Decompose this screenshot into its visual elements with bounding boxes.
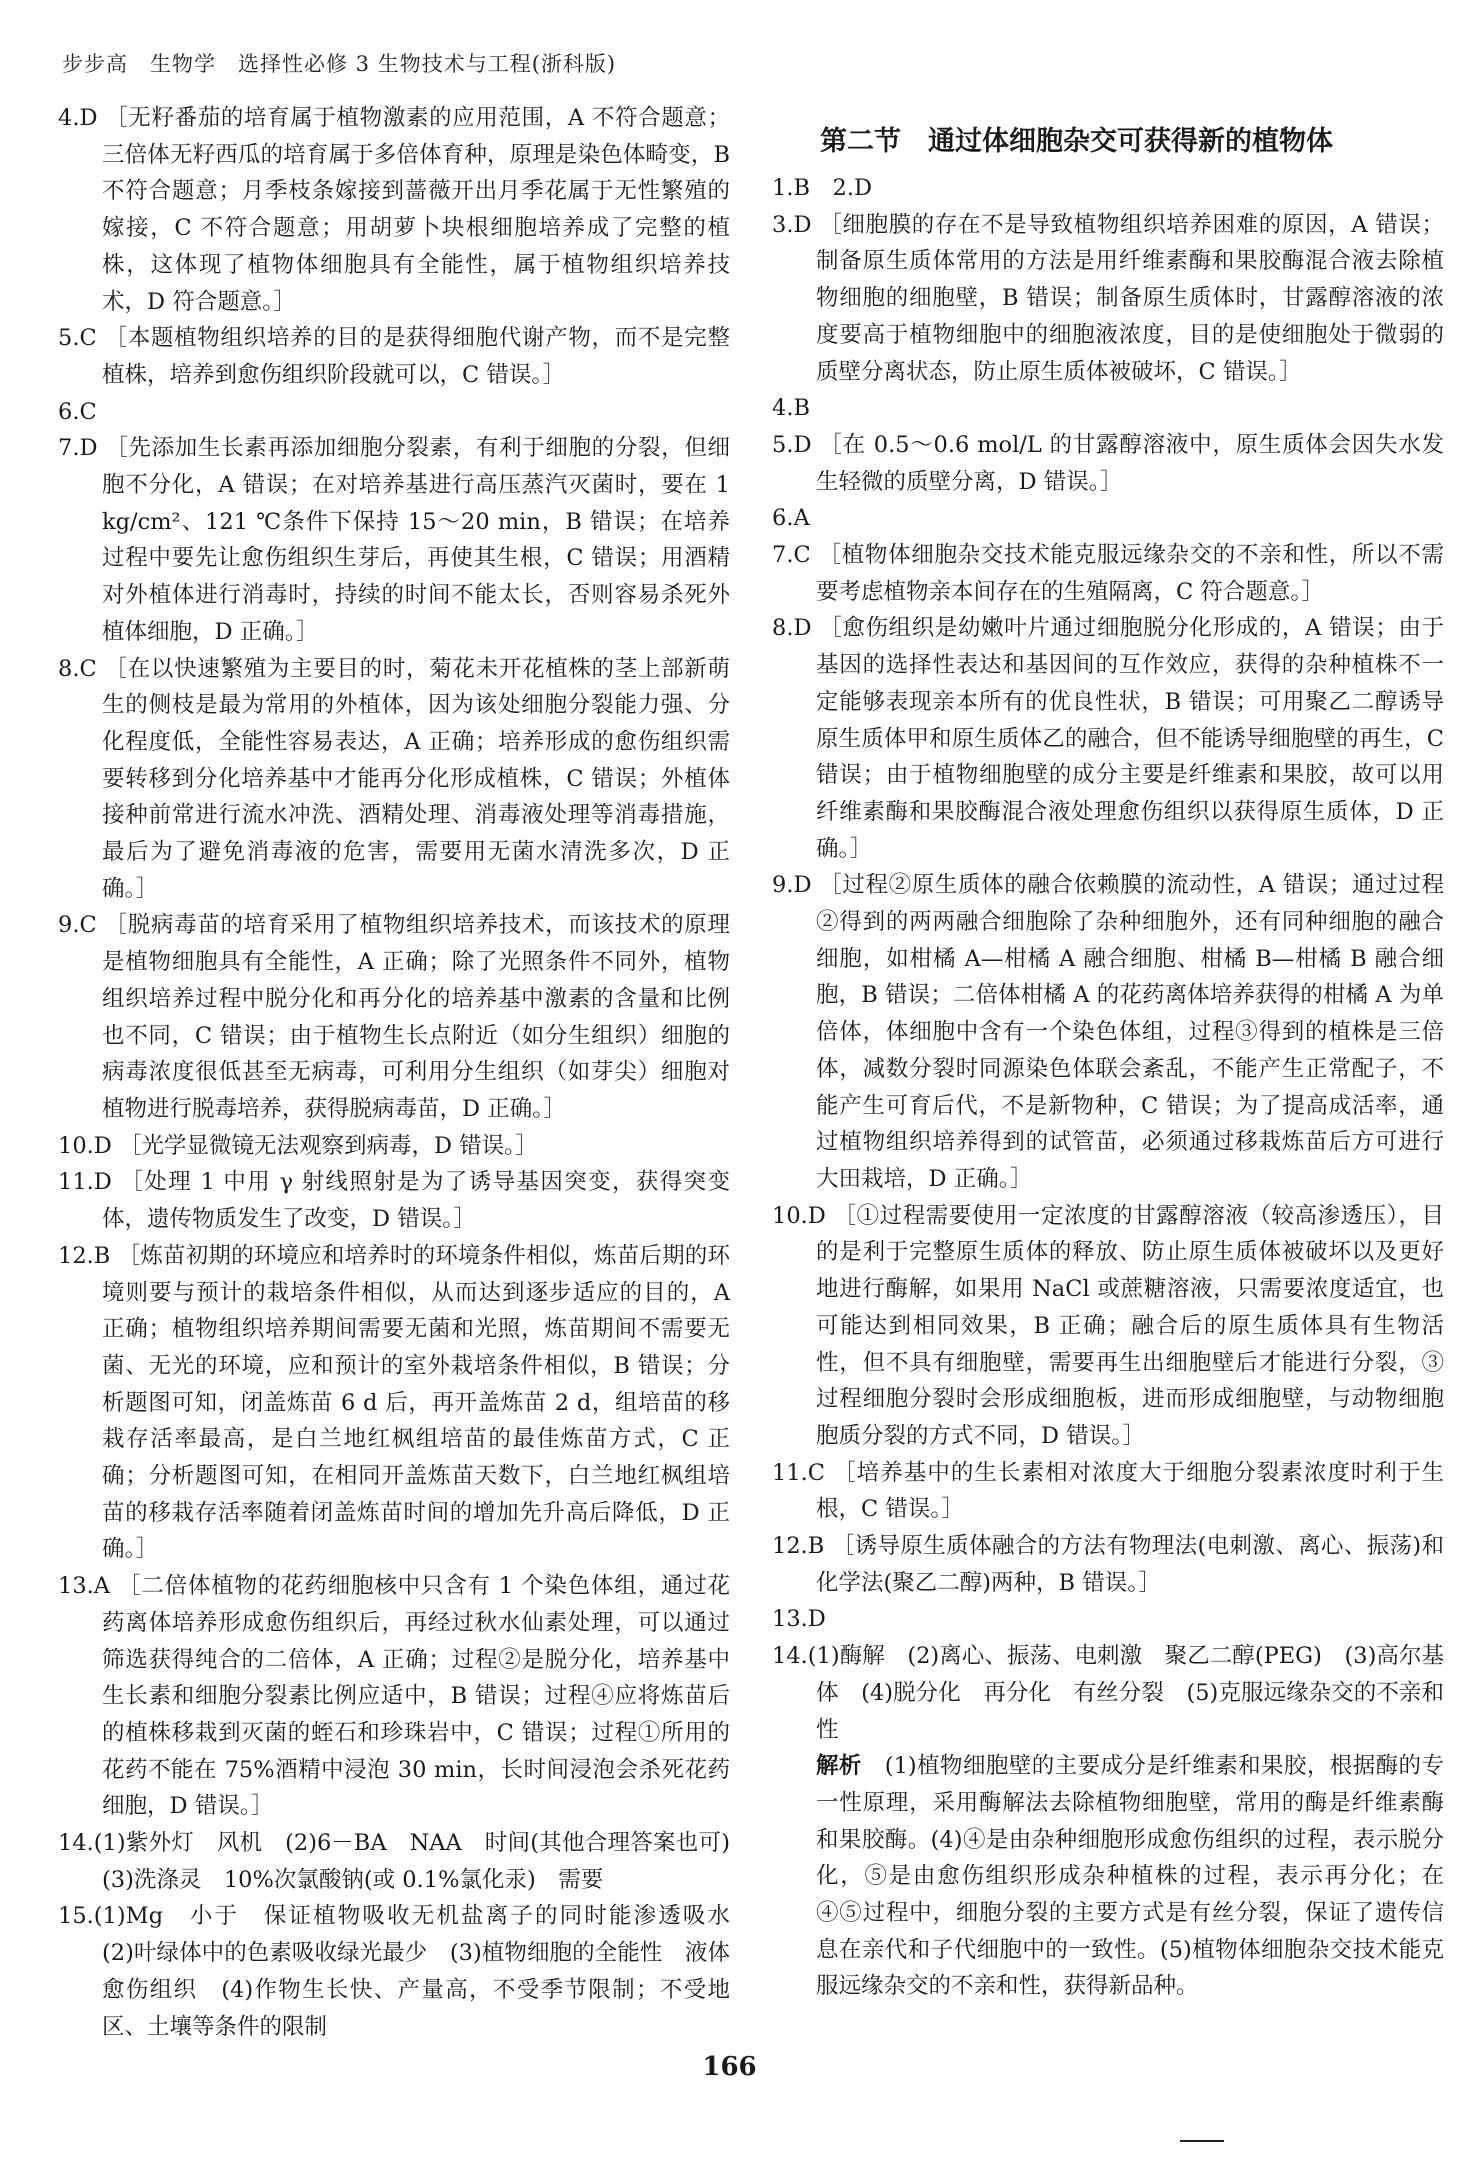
answer-item: 11.C ［培养基中的生长素相对浓度大于细胞分裂素浓度时利于生根，C 错误。］ bbox=[772, 1459, 1444, 1523]
answer-item: 4.D ［无籽番茄的培育属于植物激素的应用范围，A 不符合题意；三倍体无籽西瓜的培育属于多倍体育种，原理是染色体畸变，B 不符合题意；月季枝条嫁接到蔷薇开出月季花属于无性繁殖的嫁接，C 不符合题意；用胡萝卜块根细胞培养成了完整的植株，这体现了植物体细胞具有全能性，属于植物组织培养技术，D 符合题意。］ bbox=[58, 105, 730, 315]
answer-item: 15.(1)Mg 小于 保证植物吸收无机盐离子的同时能渗透吸水 (2)叶绿体中的色素吸收绿光最少 (3)植物细胞的全能性 液体 愈伤组织 (4)作物生长快、产量高，不受季节限制；不受地区、土壤等条件的限制 bbox=[58, 1903, 753, 2040]
answer-item: 12.B ［炼苗初期的环境应和培养时的环境条件相似，炼苗后期的环境则要与预计的栽培条件相似，从而达到逐步适应的目的，A 正确；植物组织培养期间需要无菌和光照，炼苗期间不需要无菌、无光的环境，应和预计的室外栽培条件相似，B 错误；分析题图可知，闭盖炼苗 6 d 后，再开盖炼苗 2 d，组培苗的移栽存活率最高，是白兰地红枫组培苗的最佳炼苗方式，C 正确；分析题图可知，在相同开盖炼苗天数下，白兰地红枫组培苗的移栽存活率随着闭盖炼苗时间的增加先升高后降低，D 正确。］ bbox=[58, 1242, 730, 1563]
answer-item: 9.D ［过程②原生质体的融合依赖膜的流动性，A 错误；通过过程②得到的两两融合细胞除了杂种细胞外，还有同种细胞的融合细胞，如柑橘 A—柑橘 A 融合细胞、柑橘 B—柑橘 B 融合细胞，B 错误；二倍体柑橘 A 的花药离体培养获得的柑橘 A 为单倍体，体细胞中含有一个染色体组，过程③得到的植株是三倍体，减数分裂时同源染色体联会紊乱，不能产生正常配子，不能产生可育后代，不是新物种，C 错误；为了提高成活率，通过植物组织培养得到的试管苗，必须通过移栽炼苗后方可进行大田栽培，D 正确。］ bbox=[772, 872, 1444, 1192]
answer-item: 7.C ［植物体细胞杂交技术能克服远缘杂交的不亲和性，所以不需要考虑植物亲本间存在的生殖隔离，C 符合题意。］ bbox=[772, 542, 1444, 605]
answer-item: 4.B bbox=[772, 395, 811, 422]
answer-item: 14.(1)酶解 (2)离心、振荡、电刺激 聚乙二醇(PEG) (3)高尔基体 (4)脱分化 再分化 有丝分裂 (5)克服远缘杂交的不亲和性 bbox=[772, 1643, 1444, 1743]
answer-item: 7.D ［先添加生长素再添加细胞分裂素，有利于细胞的分裂，但细胞不分化，A 错误；在对培养基进行高压蒸汽灭菌时，要在 1 kg/cm²、121 ℃条件下保持 15～20 min，B 错误；在培养过程中要先让愈伤组织生芽后，再使其生根，C 错误；用酒精对外植体进行消毒时，持续的时间不能太长，否则容易杀死外植体细胞，D 正确。］ bbox=[58, 435, 730, 645]
answer-item: 3.D ［细胞膜的存在不是导致植物组织培养困难的原因，A 错误；制备原生质体常用的方法是用纤维素酶和果胶酶混合液去除植物细胞的细胞壁，B 错误；制备原生质体时，甘露醇溶液的浓度要高于植物细胞中的细胞液浓度，目的是使细胞处于微弱的质壁分离状态，防止原生质体被破坏，C 错误。］ bbox=[772, 211, 1444, 385]
page-number: 166 bbox=[702, 2052, 757, 2082]
answer-item: 8.D ［愈伤组织是幼嫩叶片通过细胞脱分化形成的，A 错误；由于基因的选择性表达和基因间的互作效应，获得的杂种植株不一定能够表现亲本所有的优良性状，B 错误；可用聚乙二醇诱导原生质体甲和原生质体乙的融合，但不能诱导细胞壁的再生，C 错误；由于植物细胞壁的成分主要是纤维素和果胶，故可以用纤维素酶和果胶酶混合液处理愈伤组织以获得原生质体，D 正确。］ bbox=[772, 615, 1444, 862]
answer-item: 12.B ［诱导原生质体融合的方法有物理法(电刺激、离心、振荡)和化学法(聚乙二醇)两种，B 错误。］ bbox=[772, 1533, 1444, 1596]
answer-item: 6.C bbox=[58, 398, 97, 425]
analysis-label: 解析 bbox=[816, 1753, 862, 1780]
answer-item: 6.A bbox=[772, 505, 810, 532]
answer-item: 14.(1)紫外灯 风机 (2)6－BA NAA 时间(其他合理答案也可) (3)洗涤灵 10%次氯酸钠(或 0.1%氯化汞) 需要 bbox=[58, 1830, 753, 1893]
analysis-block bbox=[772, 1748, 1444, 2005]
answer-item: 10.D ［①过程需要使用一定浓度的甘露醇溶液（较高渗透压），目的是利于完整原生质体的释放、防止原生质体被破坏以及更好地进行酶解，如果用 NaCl 或蔗糖溶液，只需要浓度适宜，也可能达到相同效果，B 正确；融合后的原生质体具有生物活性，但不具有细胞壁，需要再生出细胞壁后才能进行分裂，③过程细胞分裂时会形成细胞板，进而形成细胞壁，与动物细胞胞质分裂的方式不同，D 错误。］ bbox=[772, 1202, 1444, 1449]
answer-item: 10.D ［光学显微镜无法观察到病毒，D 错误。］ bbox=[58, 1132, 538, 1159]
left-column bbox=[58, 100, 753, 2045]
section-title: 第二节 通过体细胞杂交可获得新的植物体 bbox=[820, 126, 1333, 157]
answer-item: 1.B 2.D bbox=[772, 175, 873, 201]
running-header: 步步高 生物学 选择性必修 3 生物技术与工程(浙科版) bbox=[62, 52, 617, 76]
footer-rule bbox=[1180, 2140, 1224, 2142]
right-column bbox=[772, 100, 1444, 2005]
answer-item: 11.D ［处理 1 中用 γ 射线照射是为了诱导基因突变，获得突变体，遗传物质发生了改变，D 错误。］ bbox=[58, 1169, 730, 1233]
answer-item: 5.D ［在 0.5～0.6 mol/L 的甘露醇溶液中，原生质体会因失水发生轻微的质壁分离，D 错误。］ bbox=[772, 431, 1444, 495]
analysis-text: (1)植物细胞壁的主要成分是纤维素和果胶，根据酶的专一性原理，采用酶解法去除植物细胞壁，常用的酶是纤维素酶和果胶酶。(4)④是由杂种细胞形成愈伤组织的过程，表示脱分化，⑤是由愈伤组织形成杂种植株的过程，表示再分化；在④⑤过程中，细胞分裂的主要方式是有丝分裂，保证了遗传信息在亲代和子代细胞中的一致性。(5)植物体细胞杂交技术能克服远缘杂交的不亲和性，获得新品种。 bbox=[816, 1753, 1444, 2000]
answer-item: 8.C ［在以快速繁殖为主要目的时，菊花未开花植株的茎上部新萌生的侧枝是最为常用的外植体，因为该处细胞分裂能力强、分化程度低，全能性容易表达，A 正确；培养形成的愈伤组织需要转移到分化培养基中才能再分化形成植株，C 错误；外植体接种前常进行流水冲洗、酒精处理、消毒液处理等消毒措施，最后为了避免消毒液的危害，需要用无菌水清洗多次，D 正确。］ bbox=[58, 655, 730, 902]
answer-item: 5.C ［本题植物组织培养的目的是获得细胞代谢产物，而不是完整植株，培养到愈伤组织阶段就可以，C 错误。］ bbox=[58, 325, 730, 388]
answer-item: 9.C ［脱病毒苗的培育采用了植物组织培养技术，而该技术的原理是植物细胞具有全能性，A 正确；除了光照条件不同外，植物组织培养过程中脱分化和再分化的培养基中激素的含量和比例也不同，C 错误；由于植物生长点附近（如分生组织）细胞的病毒浓度很低甚至无病毒，可利用分生组织（如芽尖）细胞对植物进行脱毒培养，获得脱病毒苗，D 正确。］ bbox=[58, 912, 730, 1122]
answer-item: 13.D bbox=[772, 1606, 826, 1633]
answer-item: 13.A ［二倍体植物的花药细胞核中只含有 1 个染色体组，通过花药离体培养形成愈伤组织后，再经过秋水仙素处理，可以通过筛选获得纯合的二倍体，A 正确；过程②是脱分化，培养基中生长素和细胞分裂素比例应适中，B 错误；过程④应将炼苗后的植株移栽到灭菌的蛭石和珍珠岩中，C 错误；过程①所用的花药不能在 75%酒精中浸泡 30 min，长时间浸泡会杀死花药细胞，D 错误。］ bbox=[58, 1573, 730, 1820]
